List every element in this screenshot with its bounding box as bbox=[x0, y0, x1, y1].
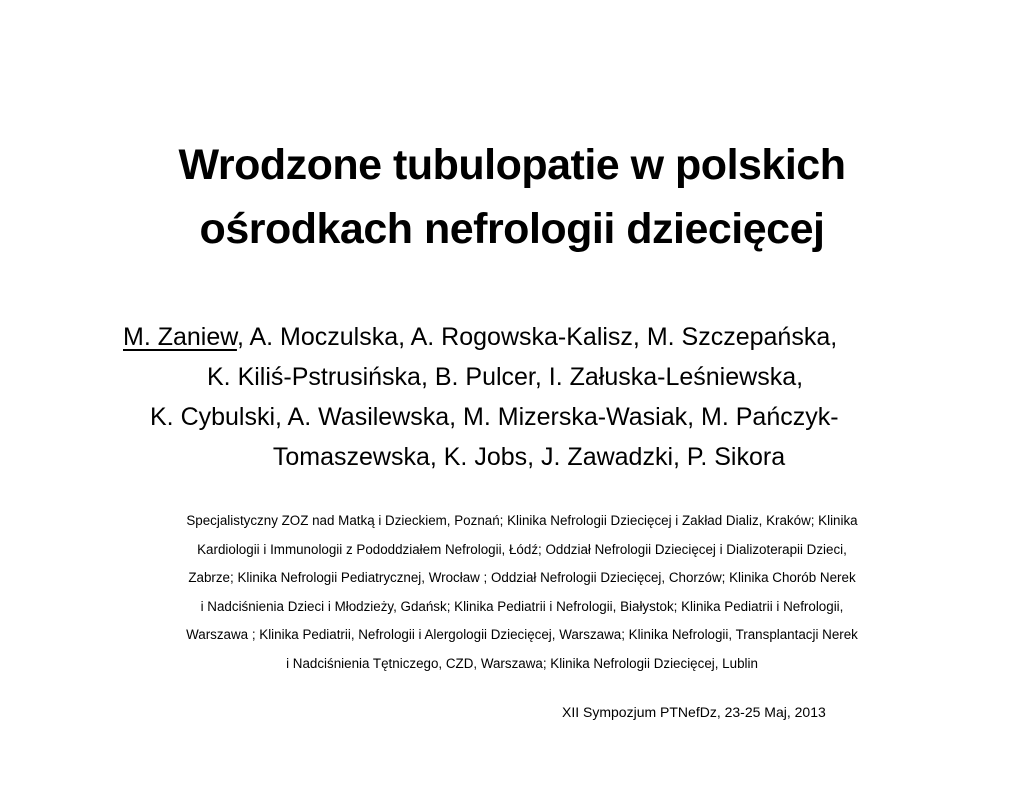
presenting-author: M. Zaniew bbox=[123, 323, 237, 351]
affiliation-line: Warszawa ; Klinika Pediatrii, Nefrologii i Alergologii Dziecięcej, Warszawa; Klinika Nefrologii, Transplantacji Nerek bbox=[186, 627, 858, 642]
author-line-3: K. Cybulski, A. Wasilewska, M. Mizerska-Wasiak, M. Pańczyk- bbox=[150, 403, 839, 431]
author-line-1 bbox=[123, 317, 837, 357]
slide-title bbox=[62, 133, 962, 261]
affiliation-line: Kardiologii i Immunologii z Pododdziałem Nefrologii, Łódź; Oddział Nefrologii Dziecięcej i Dializoterapii Dzieci, bbox=[197, 541, 847, 557]
author-line-1-rest: , A. Moczulska, A. Rogowska-Kalisz, M. Szczepańska, bbox=[236, 323, 838, 351]
affiliation-line: i Nadciśnienia Tętniczego, CZD, Warszawa; Klinika Nefrologii Dziecięcej, Lublin bbox=[286, 655, 758, 671]
affiliations bbox=[112, 507, 932, 678]
author-line-4: Tomaszewska, K. Jobs, J. Zawadzki, P. Sikora bbox=[272, 443, 786, 471]
event-footer: XII Sympozjum PTNefDz, 23-25 Maj, 2013 bbox=[562, 704, 826, 720]
title-line-1: Wrodzone tubulopatie w polskich bbox=[178, 141, 846, 189]
author-line-2: K. Kiliś-Pstrusińska, B. Pulcer, I. Załuska-Leśniewska, bbox=[207, 363, 804, 391]
affiliation-line: Specjalistyczny ZOZ nad Matką i Dzieckiem, Poznań; Klinika Nefrologii Dziecięcej i Zakład Dializ, Kraków; Klinika bbox=[186, 513, 858, 528]
affiliation-line: Zabrze; Klinika Nefrologii Pediatrycznej, Wrocław ; Oddział Nefrologii Dziecięcej, Chorzów; Klinika Chorób Nerek bbox=[188, 570, 856, 585]
affiliation-line: i Nadciśnienia Dzieci i Młodzieży, Gdańsk; Klinika Pediatrii i Nefrologii, Białystok; Klinika Pediatrii i Nefrologii, bbox=[200, 598, 844, 614]
title-line-2: ośrodkach nefrologii dziecięcej bbox=[199, 205, 825, 253]
